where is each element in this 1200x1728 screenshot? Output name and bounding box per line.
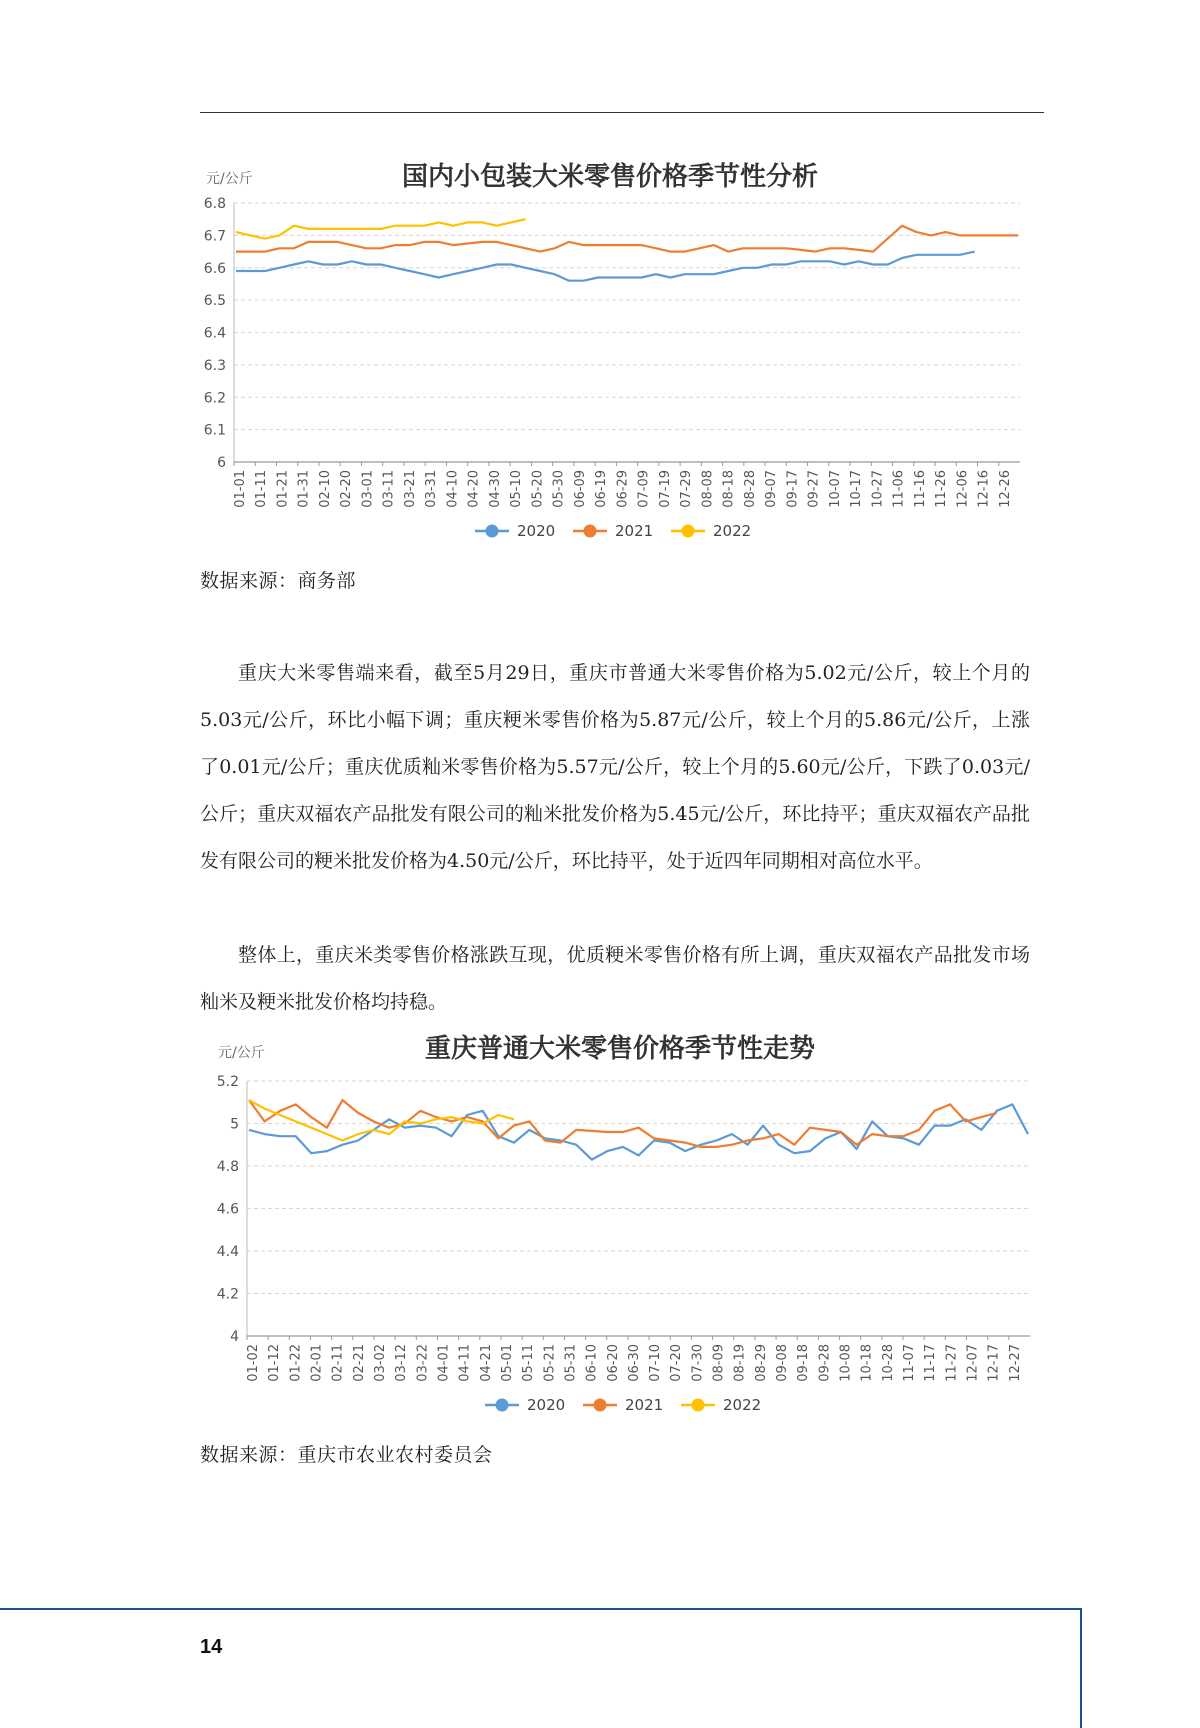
chart2-source: 数据来源：重庆市农业农村委员会	[200, 1444, 493, 1466]
chart1-xtick: 08-28	[742, 470, 758, 508]
chart2-legend-label: 2021	[625, 1396, 664, 1414]
chart2-xtick: 04-11	[457, 1344, 473, 1382]
chart2-legend-marker	[594, 1399, 607, 1412]
chart1-legend-marker	[584, 525, 597, 538]
chart1-legend-label: 2021	[615, 522, 654, 540]
chart1-xtick: 10-07	[827, 470, 843, 508]
chart2-ytick: 4.6	[216, 1201, 239, 1218]
chart1-xtick: 07-19	[657, 470, 673, 508]
chart1-xtick: 03-21	[402, 470, 418, 508]
chart2-xtick: 03-22	[415, 1344, 431, 1382]
chart2-ytick: 4.8	[216, 1159, 239, 1175]
chart1-xtick: 05-30	[551, 470, 567, 508]
chart2-xtick: 07-30	[690, 1344, 706, 1382]
chart1-ytick: 6.1	[203, 422, 226, 439]
chart2-xtick: 10-18	[859, 1344, 875, 1382]
chart2-title: 重庆普通大米零售价格季节性走势	[424, 1034, 816, 1064]
chart2-xtick: 07-20	[669, 1344, 685, 1382]
chart1-xtick: 11-16	[912, 470, 928, 508]
chart1-series-line-2020	[236, 252, 975, 281]
chart2-xtick: 11-27	[944, 1344, 960, 1382]
chart2-xtick: 08-19	[732, 1344, 748, 1382]
chart1-xtick: 06-29	[615, 470, 631, 508]
chart-rice-national	[0, 150, 1200, 560]
chart2-xtick: 02-01	[309, 1344, 325, 1382]
chart1-xtick: 06-09	[572, 470, 588, 508]
chart2-xtick: 06-20	[605, 1344, 621, 1382]
chart1-legend-marker	[682, 525, 695, 538]
chart1-xtick: 01-01	[233, 470, 248, 508]
chart1-xtick: 04-20	[466, 470, 482, 508]
paragraph-retail-prices: 重庆大米零售端来看，截至5月29日，重庆市普通大米零售价格为5.02元/公斤，较上个月的5.03元/公斤，环比小幅下调；重庆粳米零售价格为5.87元/公斤，较上个月的5.86元/公斤，上涨了0.01元/公斤；重庆优质籼米零售价格为5.57元/公斤，较上个月的5.60元/公斤，下跌了0.03元/公斤；重庆双福农产品批发有限公司的籼米批发价格为5.45元/公斤，环比持平；重庆双福农产品批发有限公司的粳米批发价格为4.50元/公斤，环比持平，处于近四年同期相对高位水平。	[200, 662, 1030, 872]
paragraph-summary: 整体上，重庆米类零售价格涨跌互现，优质粳米零售价格有所上调，重庆双福农产品批发市场籼米及粳米批发价格均持稳。	[200, 944, 1030, 1013]
footer-frame	[0, 1608, 1082, 1728]
chart2-ytick: 5.2	[216, 1074, 239, 1090]
chart1-xtick: 09-17	[785, 470, 801, 508]
chart1-xtick: 03-31	[424, 470, 440, 508]
chart2-xtick: 04-01	[436, 1344, 452, 1382]
chart2-xtick: 09-18	[796, 1344, 812, 1382]
chart-rice-chongqing	[0, 1030, 1200, 1440]
chart1-ytick: 6.8	[203, 196, 226, 212]
chart2-xtick: 12-27	[1007, 1344, 1023, 1382]
chart2-xtick: 05-11	[521, 1344, 537, 1382]
chart2-xtick: 07-10	[648, 1344, 664, 1382]
chart2-legend-marker	[496, 1399, 509, 1412]
chart2-xtick: 03-12	[394, 1344, 410, 1382]
chart1-xtick: 05-10	[509, 470, 525, 508]
chart1-ytick: 6.4	[203, 325, 226, 342]
chart2-ytick: 4.2	[216, 1286, 239, 1303]
chart1-xtick: 03-01	[360, 470, 376, 508]
chart1-xtick: 08-08	[700, 470, 716, 508]
chart2-xtick: 08-29	[753, 1344, 769, 1382]
chart2-xtick: 02-21	[351, 1344, 367, 1382]
chart2-xtick: 11-07	[902, 1344, 918, 1382]
chart2-xtick: 05-01	[499, 1344, 515, 1382]
chart2-xtick: 05-31	[563, 1344, 579, 1382]
page-number: 14	[200, 1636, 223, 1658]
chart1-xtick: 04-30	[487, 470, 503, 508]
chart1-source: 数据来源：商务部	[200, 570, 357, 592]
chart2-legend-label: 2020	[527, 1396, 566, 1414]
chart1-ytick: 6	[217, 455, 226, 471]
chart1-legend-label: 2020	[517, 522, 556, 540]
chart2-xtick: 09-28	[817, 1344, 833, 1382]
chart1-xtick: 01-11	[254, 470, 270, 508]
chart1-ytick: 6.3	[203, 357, 226, 374]
chart1-legend-label: 2022	[713, 522, 752, 540]
chart2-xtick: 08-09	[711, 1344, 727, 1382]
chart2-xtick: 06-10	[584, 1344, 600, 1382]
chart2-xtick: 10-08	[838, 1344, 854, 1382]
chart1-xtick: 02-10	[317, 470, 333, 508]
chart1-xtick: 12-06	[955, 470, 971, 508]
chart1-xtick: 10-17	[849, 470, 865, 508]
chart1-xtick: 11-26	[934, 470, 950, 508]
chart1-legend-marker	[486, 525, 499, 538]
chart1-xtick: 03-11	[381, 470, 397, 508]
chart1-xtick: 02-20	[339, 470, 355, 508]
chart2-ytick: 4	[230, 1329, 239, 1345]
chart1-xtick: 01-31	[296, 470, 312, 508]
chart1-xtick: 09-07	[764, 470, 780, 508]
chart2-xtick: 02-11	[330, 1344, 346, 1382]
chart2-xtick: 09-08	[775, 1344, 791, 1382]
chart2-legend-marker	[692, 1399, 705, 1412]
chart1-xtick: 12-26	[997, 470, 1013, 508]
chart1-xtick: 08-18	[721, 470, 737, 508]
header-rule	[200, 112, 1044, 113]
chart2-legend-label: 2022	[723, 1396, 762, 1414]
chart1-xtick: 11-06	[891, 470, 907, 508]
chart2-xtick: 12-07	[965, 1344, 981, 1382]
chart2-xtick: 10-28	[880, 1344, 896, 1382]
chart1-xtick: 12-16	[976, 470, 992, 508]
chart1-ytick: 6.2	[203, 390, 226, 407]
chart1-ylabel: 元/公斤	[206, 171, 253, 187]
chart1-xtick: 10-27	[870, 470, 886, 508]
chart1-xtick: 01-21	[275, 470, 291, 508]
chart1-ytick: 6.5	[203, 293, 226, 310]
chart2-ylabel: 元/公斤	[218, 1045, 265, 1061]
chart1-xtick: 04-10	[445, 470, 461, 508]
chart2-xtick: 06-30	[626, 1344, 642, 1382]
chart1-ytick: 6.6	[203, 260, 226, 277]
chart2-ytick: 5	[230, 1116, 239, 1133]
chart1-title: 国内小包装大米零售价格季节性分析	[401, 162, 819, 192]
chart2-xtick: 03-02	[372, 1344, 388, 1382]
chart2-xtick: 12-17	[986, 1344, 1002, 1382]
chart2-xtick: 05-21	[542, 1344, 558, 1382]
chart1-ytick: 6.7	[203, 228, 226, 245]
chart2-ytick: 4.4	[216, 1244, 239, 1260]
chart2-xtick: 11-17	[923, 1344, 939, 1382]
chart2-xtick: 01-12	[267, 1344, 283, 1382]
chart2-xtick: 01-02	[246, 1344, 261, 1382]
chart1-xtick: 05-20	[530, 470, 546, 508]
chart2-xtick: 04-21	[478, 1344, 494, 1382]
chart1-xtick: 06-19	[594, 470, 610, 508]
chart1-xtick: 07-09	[636, 470, 652, 508]
chart2-xtick: 01-22	[288, 1344, 304, 1382]
chart1-xtick: 09-27	[806, 470, 822, 508]
chart1-xtick: 07-29	[679, 470, 695, 508]
